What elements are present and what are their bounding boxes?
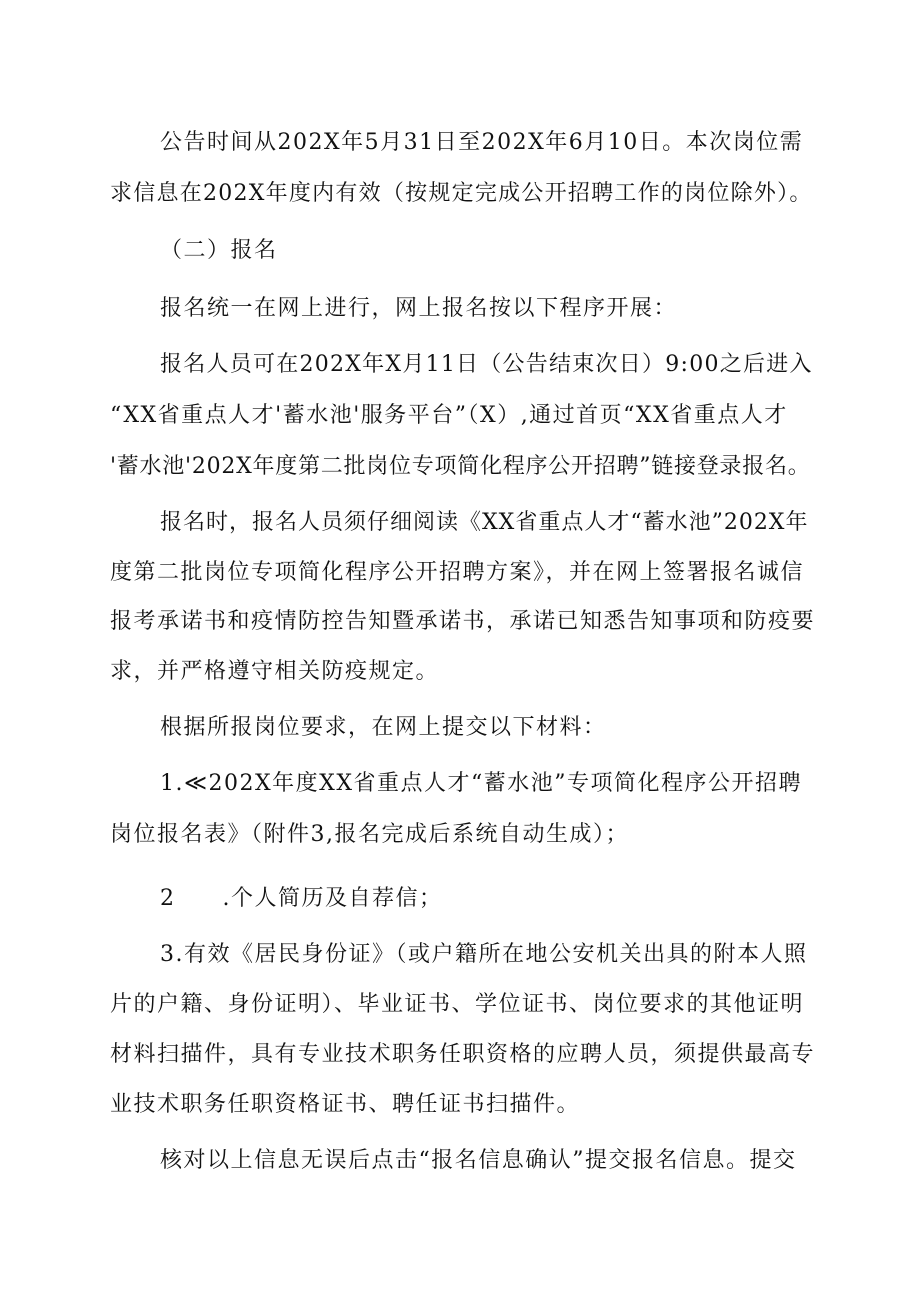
- list-item-2: 2 .个人简历及自荐信；: [160, 886, 443, 911]
- text-line: 求信息在202X年度内有效（按规定完成公开招聘工作的岗位除外）。: [110, 181, 813, 206]
- text-line: 业技术职务任职资格证书、聘任证书扫描件。: [110, 1092, 581, 1117]
- text-line: 度第二批岗位专项简化程序公开招聘方案》，并在网上签署报名诚信: [110, 560, 805, 585]
- text-line: 材料扫描件，具有专业技术职务任职资格的应聘人员，须提供最高专: [110, 1042, 816, 1067]
- text-line: '蓄水池'202X年度第二批岗位专项简化程序公开招聘”链接登录报名。: [110, 454, 811, 479]
- text-line: 片的户籍、身份证明）、毕业证书、学位证书、岗位要求的其他证明: [110, 992, 805, 1017]
- text-line: 报考承诺书和疫情防控告知暨承诺书，承诺已知悉告知事项和防疫要: [110, 609, 816, 634]
- section-heading: （二）报名: [160, 238, 278, 263]
- text-line: 根据所报岗位要求，在网上提交以下材料：: [160, 715, 607, 740]
- text-line: 报名统一在网上进行，网上报名按以下程序开展：: [160, 296, 678, 321]
- text-line: 报名时，报名人员须仔细阅读《XX省重点人才“蓄水池”202X年: [160, 510, 809, 535]
- text-line: 报名人员可在202X年X月11日（公告结束次日）9:00之后进入: [160, 352, 813, 377]
- text-line: 求，并严格遵守相关防疫规定。: [110, 659, 440, 684]
- text-line: 核对以上信息无误后点击“报名信息确认”提交报名信息。提交: [160, 1148, 797, 1173]
- list-item-1: 1.≪202X年度XX省重点人才“蓄水池”专项简化程序公开招聘: [160, 771, 802, 796]
- list-item-3: 3.有效《居民身份证》（或户籍所在地公安机关出具的附本人照: [160, 942, 808, 967]
- text-line: 岗位报名表》（附件3,报名完成后系统自动生成）；: [110, 822, 629, 847]
- text-line: 公告时间从202X年5月31日至202X年6月10日。本次岗位需: [160, 130, 804, 155]
- text-line: “XX省重点人才'蓄水池'服务平台”（X）,通过首页“XX省重点人才: [110, 403, 788, 428]
